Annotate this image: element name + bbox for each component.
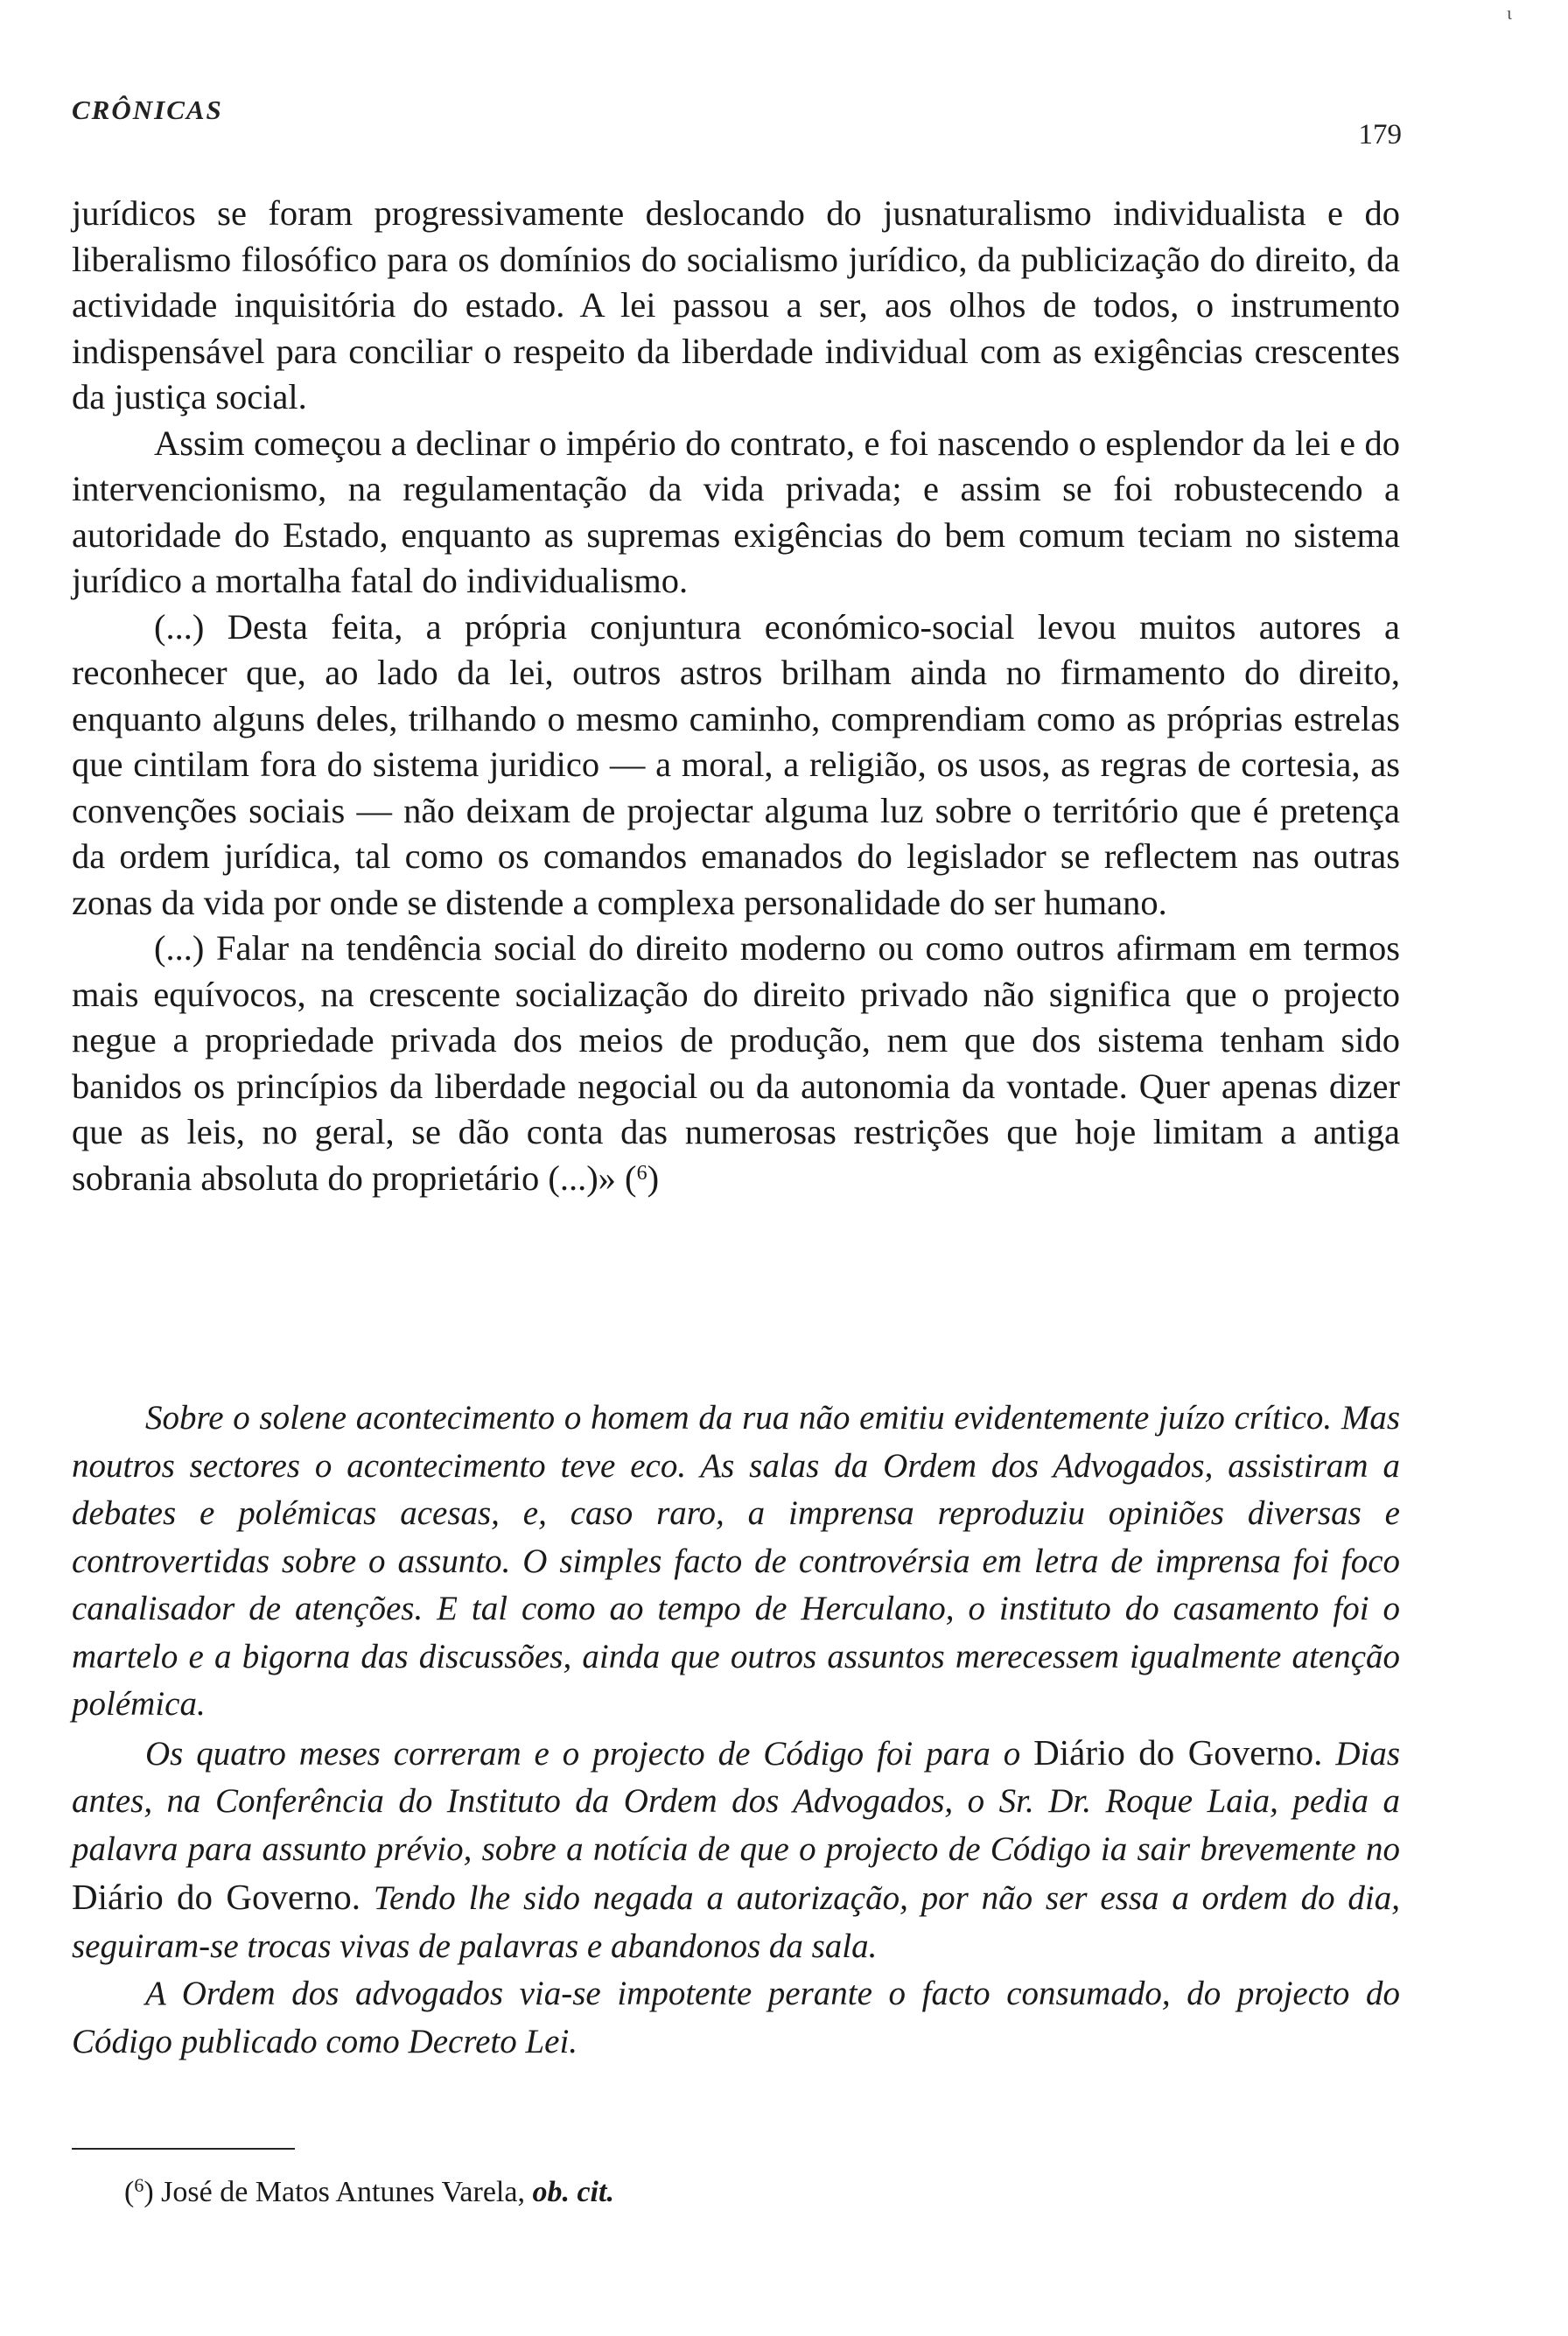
page-header xyxy=(72,94,1402,150)
body-paragraph-4-text: (...) Falar na tendência social do direito moderno ou como outros afirmam em termos mais equívocos, na crescente socialização do direito privado não significa que o projecto negue a propriedade privada dos meios de produção, nem que dos sistema tenham sido banidos os princípios da liberdade negocial ou da autonomia da vontade. Quer apenas dizer que as leis, no geral, se dão conta das numerosas restrições que hoje limitam a antiga sobrania absoluta do proprietário (...)» ( xyxy=(72,928,1400,1198)
body-paragraph-2: Assim começou a declinar o império do contrato, e foi nascendo o esplendor da lei e do intervencionismo, na regulamentação da vida privada; e assim se foi robustecendo a autoridade do Estado, enquanto as supremas exigências do bem comum teciam no sistema jurídico a mortalha fatal do individualismo. xyxy=(72,423,1400,600)
running-title: CRÔNICAS xyxy=(72,94,223,125)
commentary-paragraph-2-e: Tendo lhe sido negada a autorização, por não ser essa a ordem do dia, seguiram-se trocas vivas de palavras e abandonos da sala. xyxy=(72,1879,1401,1965)
commentary-paragraph-2-c: Dias antes, na Conferência do Instituto da Ordem dos Advogados, o Sr. Dr. Roque Laia, pedia a palavra para assunto prévio, sobre a notícia de que o projecto de Código ia sair brevemente no xyxy=(72,1734,1400,1868)
body-paragraph-4-close: ) xyxy=(647,1158,660,1198)
footnote: ($^6$) José de Matos Antunes Varela, ob. cit. xyxy=(124,2174,614,2208)
footnote-citation: ob. cit. xyxy=(532,2176,614,2208)
commentary-paragraph-2-a: Os quatro meses correram e o projecto de Código foi para o xyxy=(145,1734,1034,1773)
footnote-reference: 6 xyxy=(636,1161,648,1185)
quoted-body-text xyxy=(72,191,1400,1201)
commentary-paragraph-2 xyxy=(72,1729,1400,1971)
body-paragraph-4 xyxy=(72,926,1400,1201)
commentary-paragraph-3: A Ordem dos advogados via-se impotente perante o facto consumado, do projecto do Código publicado como Decreto Lei. xyxy=(72,1975,1400,2060)
footnote-author: José de Matos Antunes Varela, xyxy=(153,2176,533,2208)
footnote-divider xyxy=(72,2148,295,2150)
page-number: 179 xyxy=(1358,119,1402,150)
commentary-text xyxy=(72,1395,1400,2066)
body-paragraph-1: jurídicos se foram progressivamente deslocando do jusnaturalismo individualista e do liberalismo filosófico para os domínios do socialismo jurídico, da publicização do direito, da actividade inquisitória do estado. A lei passou a ser, aos olhos de todos, o instrumento indispensável para conciliar o respeito da liberdade individual com as exigências crescentes da justiça social. xyxy=(72,193,1400,416)
newspaper-title: Diário do Governo. xyxy=(1033,1731,1323,1773)
commentary-paragraph-1: Sobre o solene acontecimento o homem da rua não emitiu evidentemente juízo crítico. Mas noutros sectores o acontecimento teve eco. As salas da Ordem dos Advogados, assistiram a debates e polémicas acesas, e, caso raro, a imprensa reproduziu opiniões diversas e controvertidas sobre o assunto. O simples facto de controvérsia em letra de imprensa foi foco canalisador de atenções. E tal como ao tempo de Herculano, o instituto do casamento foi o martelo e a bigorna das discussões, ainda que outros assuntos merecessem igualmente atenção polémica. xyxy=(72,1399,1400,1723)
corner-mark: ι xyxy=(1507,2,1512,24)
body-paragraph-3: (...) Desta feita, a própria conjuntura económico-social levou muitos autores a reconhecer que, ao lado da lei, outros astros brilham ainda no firmamento do direito, enquanto alguns deles, trilhando o mesmo caminho, comprendiam como as próprias estrelas que cintilam fora do sistema juridico — a moral, a religião, os usos, as regras de cortesia, as convenções sociais — não deixam de projectar alguma luz sobre o território que é pretença da ordem jurídica, tal como os comandos emanados do legislador se reflectem nas outras zonas da vida por onde se distende a complexa personalidade do ser humano. xyxy=(72,606,1400,922)
footnote-number: 6 xyxy=(134,2174,144,2196)
newspaper-title: Diário do Governo. xyxy=(72,1877,361,1917)
